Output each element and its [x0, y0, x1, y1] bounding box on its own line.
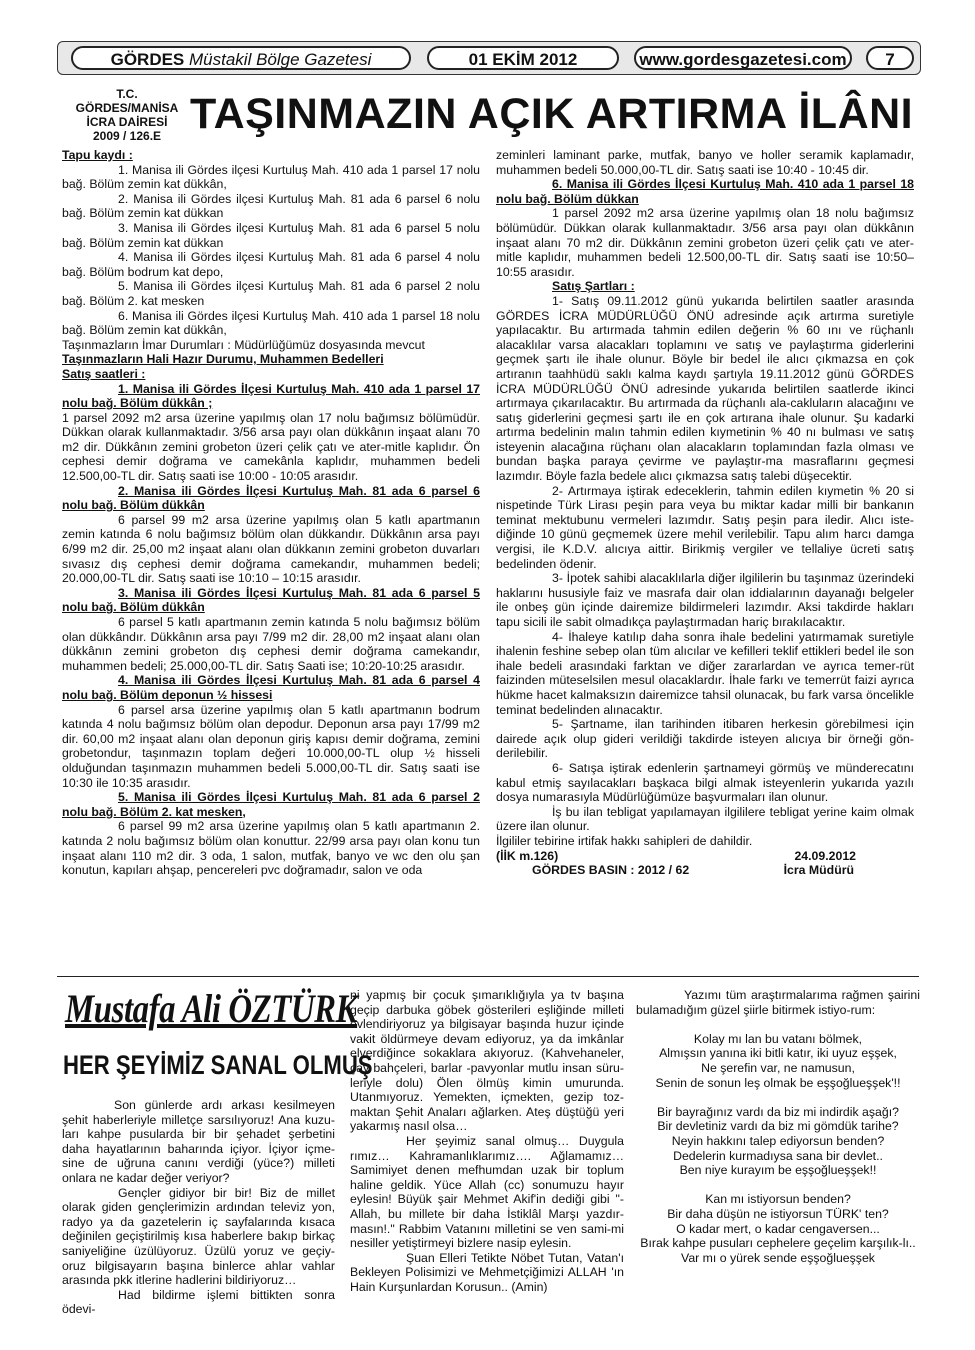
notice-paragraph: 4- İhaleye katılıp daha sonra ihale bedelini yatırmamak suretiyle ihalenin feshine sebep olan tüm alıcılar ve kefilleri teklif ettikleri bedel ile son ihale bedeli arasındaki farktan ve diğer zararlardan ve ayrıca temer-rüt faizinden müteselsilen mesul olacaklardır. İhale farkı ve temerrüt faizi ayrıca hükme hacet kalmaksızın dairemizce tahsil olunacak, bu fark varsa öncelikle teminat bedelinden alınacaktır.	[496, 629, 914, 717]
notice-heading: 6. Manisa ili Gördes İlçesi Kurtuluş Mah. 410 ada 1 parsel 18 nolu bağ. Bölüm dükkan	[496, 177, 914, 206]
notice-left-column	[62, 148, 480, 878]
notice-paragraph: İlgililer tebirine irtifak hakkı sahipleri de dahildir.	[496, 833, 753, 848]
stanza-gap	[636, 1090, 920, 1105]
notice-paragraph: 5- Şartname, ilan tarihinden itibaren herkesin görebilmesi için dairede açık olup gideri verildiği takdirde isteyen alıcıya bir örneği gön-derilebilir.	[496, 717, 914, 761]
section-divider	[57, 976, 919, 977]
notice-heading: 3. Manisa ili Gördes İlçesi Kurtuluş Mah. 81 ada 6 parsel 5 nolu bağ. Bölüm dükkân	[62, 585, 480, 615]
poem-line: Senin de sonun leş olmak be eşşoğlueşşek'!!	[655, 1075, 901, 1090]
poem-line: Dedelerin kurmadıysa sana bir devlet..	[673, 1148, 883, 1163]
article-paragraph: Son günlerde ardı arkası kesilmeyen şehit haberleriyle milletçe sarsılıyoruz! Ana kuzu-ları kahpe pusularda bir bir şehadet şerbetini daha hayatlarının baharında içiyor. İçiyor içme-sine de uğruna canını verdiği (yüce?) milleti onlara ne kadar değer veriyor?	[62, 1098, 335, 1185]
notice-heading: 5. Manisa ili Gördes İlçesi Kurtuluş Mah. 81 ada 6 parsel 2 nolu bağ. Bölüm 2. kat mesken,	[62, 790, 480, 819]
notice-paragraph: 5. Manisa ili Gördes ilçesi Kurtuluş Mah. 81 ada 6 parsel 2 nolu bağ. Bölüm 2. kat mesken	[62, 279, 480, 308]
article-paragraph: Her şeyimiz sanal olmuş… Duygula rımız… Kahramanlıklarımız…. Ağlamamız… Samimiyet denen mefhumdan uzak bir toplum haline geldik. Yüce Allah (cc) sonumuzu hayır eylesin! Büyük şair Mehmet Akif'in dediği gibi "-Allah, bu millete bir daha İstiklâl Marşı yazdır-masın!." Rabbim Vatanını milletini se ven sami-mi nesiller yetiştirmeyi bizlere nasip eylesin.	[350, 1133, 624, 1251]
notice-heading: Tapu kaydı :	[62, 148, 133, 162]
court-line: 2009 / 126.E	[92, 129, 162, 143]
notice-paragraph: Taşınmazların İmar Durumları : Müdürlüğümüz dosyasında mevcut	[62, 337, 425, 352]
notice-title: TAŞINMAZIN AÇIK ARTIRMA İLÂNI	[190, 90, 914, 138]
court-info	[62, 87, 192, 143]
notice-heading: 2. Manisa ili Gördes İlçesi Kurtuluş Mah. 81 ada 6 parsel 6 nolu bağ. Bölüm dükkân	[62, 483, 480, 513]
notice-paragraph: zeminleri laminant parke, mutfak, banyo ve holler seramik kaplamadır, muhammen bedeli 50.000,00-TL dir. Satış saati ise 10:40 - 10:45 dir.	[496, 148, 914, 177]
notice-paragraph: 1 parsel 2092 m2 arsa üzerine yapılmış olan 17 nolu bağımsız bölümüdür. Dükkan olarak kullanmaktadır. 3/56 arsa payı olan dükkânın inşaat alanı 70 m2 dir. Dükkânın zemini grobeton üzeri çelik çatı ve ater-mitle kaplıdır. Ön cephesi demir doğrama ve camekânla kaplıdır, muhammen bedeli 12.500,00-TL dir. Satış saati ise 10:00 - 10:05 arasıdır.	[62, 410, 480, 484]
article-paragraph: Gençler gidiyor bir bir! Biz de millet olarak giden gençlerimizin ardından televiz yon, radyo ya da gazetelerin iç sayfalarında kısaca değinilen geçiştirilmiş kısa haberlere bakıp birkaç saniyeliğine üzülüyoruz. Üzülü yoruz ve geçiy-oruz bilgisayarın başına binlerce ahlar vahlar arasında pkk itlerine hadlerini bildiriyoruz…	[62, 1185, 335, 1288]
notice-paragraph: 1. Manisa ili Gördes ilçesi Kurtuluş Mah. 410 ada 1 parsel 17 nolu bağ. Bölüm zemin kat dükkân,	[62, 162, 480, 192]
notice-paragraph: 6. Manisa ili Gördes ilçesi Kurtuluş Mah. 410 ada 1 parsel 18 nolu bağ. Bölüm zemin kat dükkân,	[62, 308, 480, 338]
law-reference: (İİK m.126)	[496, 848, 559, 863]
notice-paragraph: 6- Satışa iştirak edenlerin şartnameyi görmüş ve münderecatını kabul etmiş sayılacakları başkaca bilgi almak isteyenlerin yukarıda yazılı dosya numarasıyla Müdürlüğümüze başvurmaları ilan olunur.	[496, 760, 914, 805]
notice-paragraph: 6 parsel 99 m2 arsa üzerine yapılmış olan 5 katlı apartmanın 2. katında 2 nolu bağımsız bölüm olan konuttur. 22/99 arsa payı olan konu tun inşaat alanı 110 m2 dir. 3 oda, 1 salon, mutfak, banyo ve wc den olu şan konutun, kapıları ahşap, pencereleri pvc doğramadır, salon ve oda	[62, 819, 480, 878]
notice-paragraph: 2- Artırmaya iştirak edeceklerin, tahmin edilen kıymetin % 20 si nispetinde Türk Lirası peşin para veya bu miktar kadar milli bir bankanın teminat mektubunu vermeleri lazımdır. Satış peşin para iledir. Alıcı iste-diğinde 10 günü geçmemek üzere mehil verilebilir. Tapu alım harcı damga vergisi, ile K.D.V. alıcıya aittir. Birikmiş vergiler ve tellaliye ücreti satış bedelinden ödenir.	[496, 483, 914, 571]
page-number: 7	[866, 46, 914, 70]
notice-paragraph: İş bu ilan tebligat yapılamayan ilgililere tebligat yerine kaim olmak üzere ilan olunur.	[496, 804, 914, 834]
court-line: GÖRDES/MANİSA	[75, 101, 179, 115]
notice-paragraph: 6 parsel 99 m2 arsa üzerine yapılmış olan 5 katlı apartmanın zemin katında 6 nolu bağımsız bölüm olan dükkandır. Dükkânın arsa payı 6/99 m2 dir. 25,00 m2 inşaat alanı olan dükkanın zemini grobeton duvarları sıvasız dış cephesi demir doğrama camekandır, muhammen bedeli; 20.000,00-TL dir. Satış saati ise 10:10 – 10:15 arasıdır.	[62, 512, 480, 586]
stanza-gap	[636, 1178, 920, 1193]
poem-line: Bir devletiniz vardı da biz mi gömdük tarihe?	[657, 1119, 899, 1134]
notice-heading: Satış Şartları :	[552, 279, 635, 294]
poem-line: Ben niye kurayım be eşşoğlueşşek!!	[679, 1163, 877, 1178]
article-title: HER ŞEYİMİZ SANAL OLMUŞ	[63, 1050, 373, 1080]
court-line: İCRA DAİRESİ	[86, 115, 168, 129]
press-number: GÖRDES BASIN : 2012 / 62	[532, 863, 690, 878]
author-name: Mustafa Ali ÖZTÜRK	[65, 986, 358, 1031]
notice-paragraph: 2. Manisa ili Gördes ilçesi Kurtuluş Mah. 81 ada 6 parsel 6 nolu bağ. Bölüm zemin kat dükkan	[62, 191, 480, 221]
paper-name: GÖRDES	[110, 50, 185, 69]
poem-line: Var mı o yürek sende eşşoğlueşşek	[681, 1250, 875, 1265]
poem-line: Bırak kahpe pusuları cephelere geçelim karşılık-lı..	[640, 1236, 916, 1251]
notice-paragraph: 3. Manisa ili Gördes ilçesi Kurtuluş Mah. 81 ada 6 parsel 5 nolu bağ. Bölüm zemin kat dükkan	[62, 220, 480, 250]
paper-name-pill	[71, 46, 411, 70]
stanza-gap	[636, 1017, 920, 1032]
notice-heading: Satış saatleri :	[62, 366, 146, 381]
article-column-2	[350, 988, 624, 1294]
poem-line: Ne şerefin var, ne namusun,	[701, 1060, 855, 1075]
article-paragraph: Şuan Elleri Tetikte Nöbet Tutan, Vatan'ı Bekleyen Polisimizi ve Mehmetçiğimizi ALLAH 'ın Hain Kurşunlardan Korusun.. (Amin)	[350, 1250, 624, 1294]
officer-title: İcra Müdürü	[783, 863, 854, 878]
article-paragraph: ni yapmış bir çocuk şımarıklığıyla ya tv başına geçip darbuka göbek gösterileri eşliğinde milleti evlendiriyoruz ya bilgisayar başında huzur içinde vakit öldürmeye devam ediyoruz, ya da imkânlar elverdiğince sokaklara akıyoruz. (Kahvehaneler, çay bahçeleri, barlar -pavyonlar mutlu insan süru-leriyle dolu) Ölen ölmüş kimin umurunda. Utanmıyoruz. Yemekten, içmekten, gezip toz-maktan Şehit Anaları ağlarken. Ateş düştüğü yeri yakarmış nasıl olsa…	[350, 988, 624, 1134]
poem-column	[636, 988, 920, 1265]
notice-heading: 4. Manisa ili Gördes İlçesi Kurtuluş Mah. 81 ada 6 parsel 4 nolu bağ. Bölüm deponun ½ hissesi	[62, 673, 480, 702]
poem-line: Bir bayrağınız vardı da biz mi indirdik aşağı?	[657, 1104, 899, 1119]
notice-right-body	[496, 148, 914, 849]
poem-line: Kan mı istiyorsun benden?	[705, 1192, 851, 1207]
issue-date: 01 EKİM 2012	[427, 46, 619, 70]
notice-heading: 1. Manisa ili Gördes İlçesi Kurtuluş Mah. 410 ada 1 parsel 17 nolu bağ. Bölüm dükkân ;	[62, 381, 480, 411]
notice-paragraph: 3- İpotek sahibi alacaklılarla diğer ilgililerin bu taşınmaz üzerindeki haklarını hususiyle faiz ve masrafa dair olan iddialarının dayanağı belgeler ile onbeş gün içinde dairemize bildirmeleri lazımdır. Aksi takdirde hakları tapu sicili ile sabit olmadıkça paylaştırmadan hariç bırakılacaktır.	[496, 571, 914, 629]
court-line: T.C.	[116, 87, 138, 101]
poem-line: Kolay mı lan bu vatanı bölmek,	[693, 1031, 863, 1046]
notice-paragraph: 6 parsel 5 katlı apartmanın zemin katında 5 nolu bağımsız bölüm olan dükkândır. Dükkânın arsa payı 7/99 m2 dir. 28,00 m2 inşaat alanı olan dükkânın zemini grobeton dış cephesi demir doğrama camekandır, muhammen bedeli; 25.000,00-TL dir. Satış Saati ise; 10:20-10:25 arasıdır.	[62, 615, 480, 673]
poem-line: Bir daha düşün ne istiyorsun TÜRK' ten?	[667, 1206, 889, 1221]
website-url[interactable]: www.gordesgazetesi.com	[634, 46, 852, 70]
notice-paragraph: 4. Manisa ili Gördes ilçesi Kurtuluş Mah. 81 ada 6 parsel 4 nolu bağ. Bölüm bodrum kat depo,	[62, 250, 480, 279]
notice-paragraph: 1 parsel 2092 m2 arsa üzerine yapılmış olan 18 nolu bağımsız bölümüdür. Dükkan olarak kullanmaktadır. 3/56 arsa payı olan dükkânın inşaat alanı 70 m2 dir. Dükkânın zemini grobeton üzeri çelik çatı ve ater-mitle kaplıdır, muhammen bedeli 12.500,00-TL dir. Satış saati ise 10:50–10:55 arasıdır.	[496, 206, 914, 279]
notice-paragraph: 6 parsel arsa üzerine yapılmış olan 5 katlı apartmanın bodrum katında 4 nolu bağımsız bölüm olan depodur. Deponun arsa payı 17/99 m2 dir. 60,00 m2 inşaat alanı olan deponun giriş kapısı demir doğrama, zemini grobetondur, taşınmazın toplam değeri 10.000,00-TL olup ½ hisseli olduğundan taşınmazın muhammen bedeli 5.000,00-TL dir. Satış saati ise 10:30 ile 10:35 arasıdır.	[62, 702, 480, 790]
paper-subtitle: Müstakil Bölge Gazetesi	[189, 50, 372, 69]
article-column-1	[62, 1098, 335, 1317]
article-paragraph: Had bildirme işlemi bittikten sonra ödevi-	[62, 1287, 335, 1317]
page-header	[57, 41, 921, 75]
poem-line: Almışsın yanına iki bitli katır, iki uyuz eşşek,	[659, 1046, 897, 1061]
signature-line	[496, 849, 914, 864]
poem-intro: Yazımı tüm araştırmalarıma rağmen şairini bulamadığım güzel şiirle bitirmek istiyo-rum:	[636, 988, 920, 1017]
notice-heading: Taşınmazların Hali Hazır Durumu, Muhammen Bedelleri	[62, 352, 384, 367]
poem-line: Neyin hakkını talep ediyorsun benden?	[671, 1133, 885, 1148]
notice-right-column	[496, 148, 914, 878]
press-line	[496, 863, 914, 878]
notice-paragraph: 1- Satış 09.11.2012 günü yukarıda belirtilen saatler arasında GÖRDES İCRA MÜDÜRLÜĞÜ ÖNÜ adresinde açık artırma suretiyle yapılacaktır. Bu artırmada tahmin edilen değerin % 60 ını ve rüçhanlı alacaklılar varsa alacakları toplamını ve satış ve paylaştırma giderlerini geçmek şartı ile ihale olunur. Böyle bir bedel ile alıcı çıkmazsa en çok artıranın taahhüdü saklı kalma kaydı şartıyla 19.11.2012 günü GÖRDES İCRA MÜDÜRLÜĞÜ ÖNÜ adresinde yukarıda belirtilen saatlerde ikinci artırmaya çıkarılacaktır. Bu artırmada da rüçhanlı ala-cakluların alacağını ve satış giderlerini geçmesi şartı ile en çok artırana ihale olunur. Şu kadarki artırma bedelinin malın tahmin edilen kıymetinin % 40 nı bulması ve satış isteyenin alacağına rüçhanı olan alacakların toplamından fazla olması ve bundan başka paraya çevirme ve paylaştır-ma masraflarını geçmesi lazımdır. Böyle fazla bedele alıcı çıkmazsa satış talebi düşecektir.	[496, 293, 914, 484]
poem-line: O kadar mert, o kadar cengaversen...	[676, 1221, 880, 1236]
sign-date: 24.09.2012	[794, 848, 856, 863]
